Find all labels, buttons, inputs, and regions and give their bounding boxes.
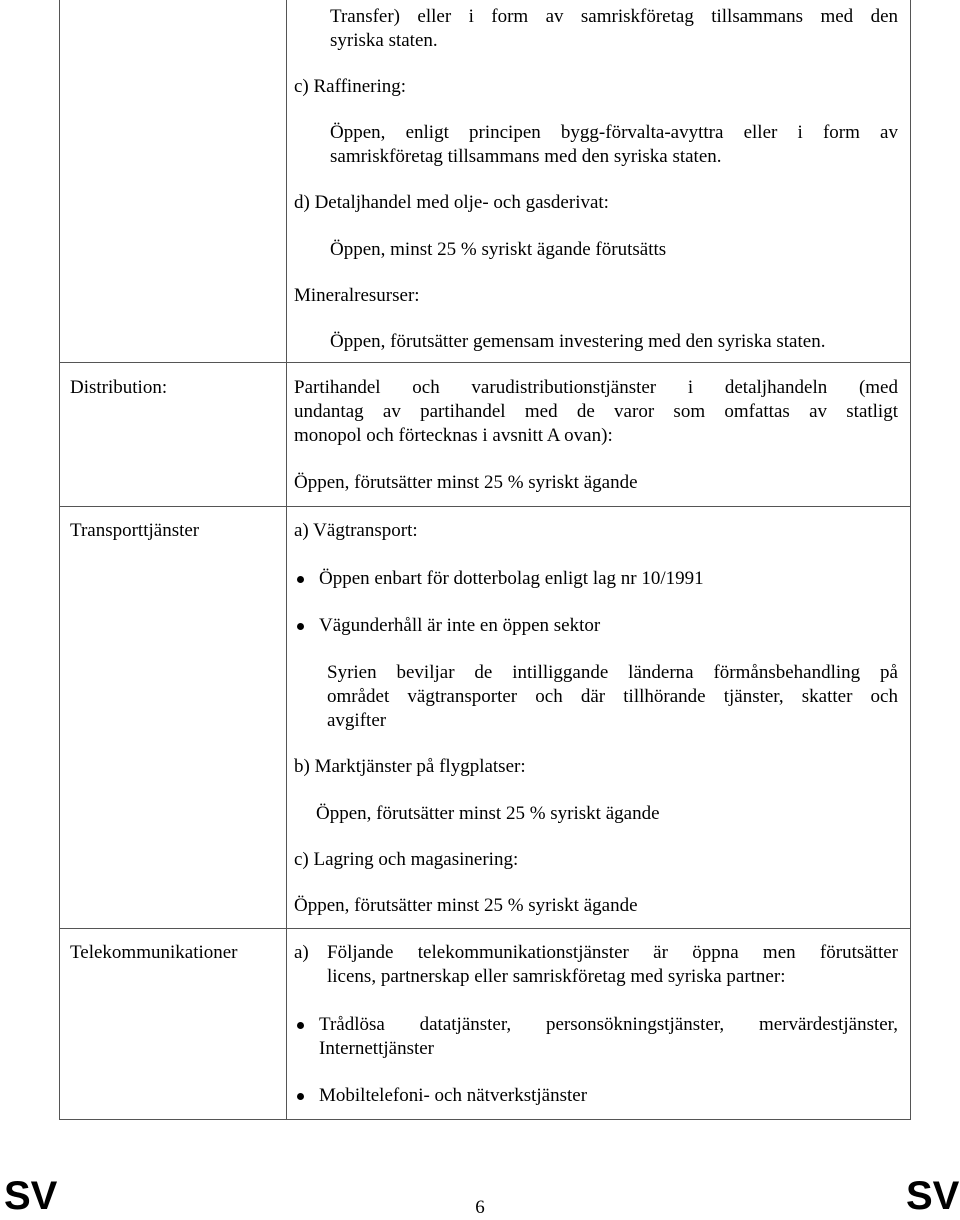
row-label-telecom: Telekommunikationer [70, 942, 238, 963]
content-line: Öppen, förutsätter minst 25 % syriskt ägande [294, 472, 638, 493]
content-line: Syrien beviljar de intilliggande länderna förmånsbehandling på [327, 662, 898, 683]
content-heading: a) Vägtransport: [294, 520, 418, 541]
content-line: syriska staten. [330, 30, 438, 51]
content-line: monopol och förtecknas i avsnitt A ovan): [294, 425, 613, 446]
content-heading: b) Marktjänster på flygplatser: [294, 756, 526, 777]
bullet-icon [297, 576, 304, 583]
content-heading: Mineralresurser: [294, 285, 420, 306]
row-label-transport: Transporttjänster [70, 520, 200, 541]
content-line: Öppen, enligt principen bygg-förvalta-avyttra eller i form av [330, 122, 898, 143]
content-line: Följande telekommunikationstjänster är öppna men förutsätter [327, 942, 898, 963]
row-label-distribution: Distribution: [70, 377, 168, 398]
content-line: undantag av partihandel med de varor som omfattas av statligt [294, 401, 898, 422]
row-divider [60, 362, 910, 363]
bullet-icon [297, 623, 304, 630]
content-line: licens, partnerskap eller samriskföretag med syriska partner: [327, 966, 786, 987]
list-marker: a) [294, 942, 309, 963]
content-heading: c) Raffinering: [294, 76, 407, 97]
bullet-item: Vägunderhåll är inte en öppen sektor [319, 615, 601, 636]
content-line: Öppen, förutsätter minst 25 % syriskt ägande [316, 803, 660, 824]
bullet-item: Trådlösa datatjänster, personsökningstjänster, mervärdestjänster, [319, 1014, 898, 1035]
column-divider [286, 0, 287, 1119]
content-line: avgifter [327, 710, 387, 731]
content-heading: d) Detaljhandel med olje- och gasderivat: [294, 192, 609, 213]
bullet-item: Internettjänster [319, 1038, 435, 1059]
content-line: samriskföretag tillsammans med den syriska staten. [330, 146, 722, 167]
content-heading: c) Lagring och magasinering: [294, 849, 519, 870]
page-number: 6 [475, 1197, 485, 1218]
bullet-icon [297, 1022, 304, 1029]
content-line: Partihandel och varudistributionstjänster i detaljhandeln (med [294, 377, 898, 398]
bullet-item: Mobiltelefoni- och nätverkstjänster [319, 1085, 588, 1106]
row-divider [60, 928, 910, 929]
row-divider [60, 506, 910, 507]
content-line: Öppen, minst 25 % syriskt ägande förutsätts [330, 239, 667, 260]
footer-language-mark-left: SV [4, 1174, 58, 1218]
content-line: Transfer) eller i form av samriskföretag tillsammans med den [330, 6, 898, 27]
footer-language-mark-right: SV [906, 1174, 960, 1218]
content-line: Öppen, förutsätter gemensam investering med den syriska staten. [330, 331, 826, 352]
bullet-icon [297, 1093, 304, 1100]
bullet-item: Öppen enbart för dotterbolag enligt lag nr 10/1991 [319, 568, 704, 589]
content-line: området vägtransporter och där tillhörande tjänster, skatter och [327, 686, 898, 707]
content-line: Öppen, förutsätter minst 25 % syriskt ägande [294, 895, 638, 916]
